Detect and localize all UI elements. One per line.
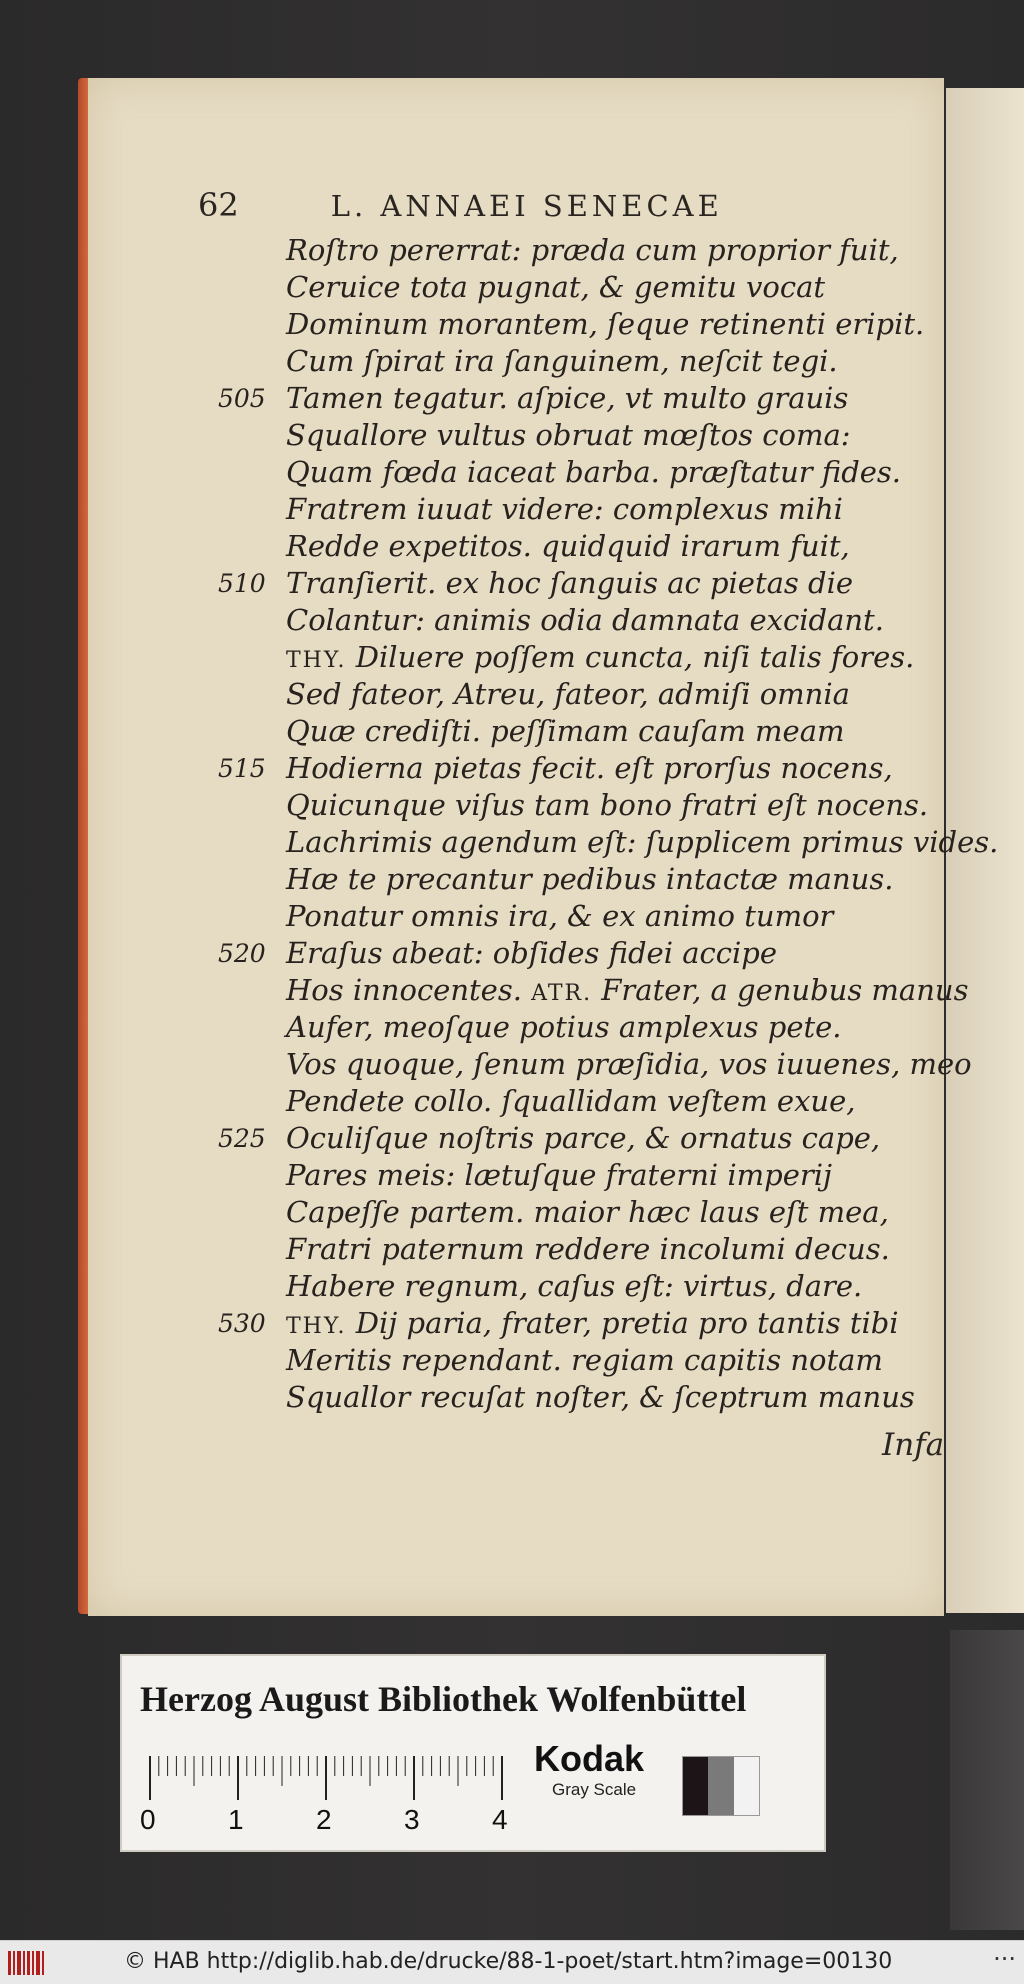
verse-text: Eraſus abeat: obſides fidei accipe (286, 936, 777, 970)
verse-text: Squallor recuſat noſter, & ſceptrum manus (286, 1380, 915, 1414)
verse-line (210, 639, 930, 676)
verse-line (210, 1083, 930, 1120)
line-text (286, 787, 928, 824)
verse-text: Roſtro pererrat: præda cum proprior fuit, (286, 233, 899, 267)
verse-lines (210, 232, 999, 1416)
verse-text: Quæ crediſti. peſſimam cauſam meam (286, 714, 845, 748)
ruler-scale (146, 1754, 536, 1800)
line-text (286, 824, 998, 861)
line-text (286, 935, 777, 972)
verse-text: Hæ te precantur pedibus intactæ manus. (286, 862, 894, 896)
verse-text: Dij paria, frater, pretia pro tantis tibi (346, 1306, 899, 1340)
verse-text: Habere regnum, caſus eſt: virtus, dare. (286, 1269, 863, 1303)
verse-text: Fratri paternum reddere incolumi decus. (286, 1232, 890, 1266)
gray-scale-label: Gray Scale (552, 1780, 637, 1799)
verse-line (210, 343, 930, 380)
line-text (286, 380, 848, 417)
more-menu-icon[interactable]: ··· (993, 1945, 1016, 1973)
verse-line (210, 232, 930, 269)
verse-text: Aufer, meoſque potius amplexus pete. (286, 1010, 842, 1044)
line-text (286, 676, 850, 713)
verse-text: Diluere poſſem cuncta, niſi talis fores. (346, 640, 915, 674)
verse-line (210, 565, 930, 602)
verse-text: Fratrem iuuat videre: complexus mihi (286, 492, 843, 526)
line-text (286, 1194, 889, 1231)
line-text (286, 1157, 832, 1194)
page-number: 62 (198, 186, 239, 224)
verse-line (210, 1342, 930, 1379)
verse-line (210, 972, 969, 1009)
line-text (286, 1268, 862, 1305)
verse-text: Sed fateor, Atreu, fateor, admiſi omnia (286, 677, 850, 711)
line-number: 530 (218, 1309, 266, 1338)
verse-line (210, 1231, 930, 1268)
ruler-number: 1 (228, 1804, 244, 1835)
verse-text: Pendete collo. ſquallidam veſtem exue, (286, 1084, 856, 1118)
verse-line (210, 306, 930, 343)
ruler-number: 3 (404, 1804, 420, 1835)
ruler-number: 2 (316, 1804, 332, 1835)
verse-text: Oculiſque noſtris parce, & ornatus cape, (286, 1121, 881, 1155)
line-text (286, 306, 924, 343)
gray-patches (682, 1756, 760, 1816)
line-text (286, 750, 893, 787)
line-text (286, 232, 899, 269)
line-text (286, 454, 901, 491)
verse-text: Meritis rependant. regiam capitis notam (286, 1343, 883, 1377)
catchword: Infa (882, 1427, 945, 1463)
verse-line (210, 1120, 930, 1157)
verse-line (210, 898, 930, 935)
speaker-label: THY. (286, 648, 347, 673)
verse-text: Squallore vultus obruat mœſtos coma: (286, 418, 851, 452)
verse-line (210, 491, 930, 528)
line-number: 520 (218, 939, 266, 968)
kodak-logo: Kodak (534, 1738, 645, 1779)
verse-text: Tamen tegatur. aſpice, vt multo grauis (286, 381, 849, 415)
line-text (286, 1009, 842, 1046)
line-number: 510 (218, 569, 266, 598)
line-text (286, 491, 843, 528)
verse-text: Dominum morantem, ſeque retinenti eripit. (286, 307, 925, 341)
line-number: 515 (218, 754, 266, 783)
verse-text: Ceruice tota pugnat, & gemitu vocat (286, 270, 826, 304)
line-text (286, 602, 884, 639)
line-text (286, 565, 853, 602)
running-head (198, 186, 758, 224)
line-text (286, 713, 845, 750)
verse-text: Pares meis: lætuſque fraterni imperij (286, 1158, 833, 1192)
verse-text: Capeſſe partem. maior hæc laus eſt mea, (286, 1195, 889, 1229)
verse-text: Quicunque viſus tam bono fratri eſt nocens. (286, 788, 929, 822)
speaker-label: ATR. (531, 981, 593, 1006)
line-text (286, 269, 825, 306)
verse-line (210, 676, 930, 713)
verse-text: Colantur: animis odia damnata excidant. (286, 603, 884, 637)
copyright-link[interactable]: © HAB http://diglib.hab.de/drucke/88-1-poet/start.htm?image=00130 (124, 1949, 893, 1974)
line-text (286, 898, 833, 935)
line-text (286, 528, 850, 565)
viewer-footer (0, 1940, 1024, 1984)
line-text (286, 1305, 899, 1345)
verse-text: Tranſierit. ex hoc ſanguis ac pietas die (286, 566, 854, 600)
line-text (286, 1120, 880, 1157)
verse-line (210, 1046, 972, 1083)
line-text (286, 1342, 883, 1379)
verse-line (210, 1268, 930, 1305)
line-text (286, 1231, 890, 1268)
ruler-number: 0 (140, 1804, 156, 1835)
line-text (286, 1379, 915, 1416)
line-text (286, 861, 893, 898)
line-number: 505 (218, 384, 266, 413)
verse-line (210, 1009, 930, 1046)
verse-text: Hos innocentes. (286, 973, 532, 1007)
line-text (286, 343, 838, 380)
verse-text: Frater, a genubus manus (592, 973, 969, 1007)
gray-patch (708, 1757, 733, 1815)
line-number: 525 (218, 1124, 266, 1153)
verse-text: Ponatur omnis ira, & ex animo tumor (286, 899, 834, 933)
speaker-label: THY. (286, 1314, 347, 1339)
verse-text: Vos quoque, ſenum præſidia, vos iuuenes, meo (286, 1047, 972, 1081)
verse-line (210, 1194, 930, 1231)
verse-line (210, 1157, 930, 1194)
verse-line (210, 824, 999, 861)
verse-line (210, 935, 930, 972)
verse-line (210, 417, 930, 454)
verse-text: Cum ſpirat ira ſanguinem, neſcit tegi. (286, 344, 838, 378)
line-text (286, 1046, 972, 1083)
verse-line (210, 528, 930, 565)
verse-line (210, 861, 930, 898)
line-text (286, 972, 968, 1012)
verse-text: Lachrimis agendum eſt: ſupplicem primus vides. (286, 825, 999, 859)
library-name: Herzog August Bibliothek Wolfenbüttel (140, 1679, 747, 1719)
line-text (286, 1083, 856, 1120)
verse-text: Redde expetitos. quidquid irarum fuit, (286, 529, 850, 563)
verse-text: Quam fœda iaceat barba. præſtatur fides. (286, 455, 902, 489)
verse-line (210, 787, 930, 824)
verse-line (210, 269, 930, 306)
verse-line (210, 454, 930, 491)
ruler-number: 4 (492, 1804, 508, 1835)
line-text (286, 639, 914, 679)
line-text (286, 417, 851, 454)
verse-line (210, 750, 930, 787)
verse-line (210, 380, 930, 417)
verse-line (210, 1379, 930, 1416)
running-head-title: L. ANNAEI SENECAE (330, 189, 723, 223)
verse-text: Hodierna pietas fecit. eſt prorſus nocens, (286, 751, 893, 785)
ruler-labels (140, 1804, 540, 1838)
barcode-icon (6, 1949, 46, 1977)
verse-line (210, 1305, 930, 1342)
gray-patch (683, 1757, 708, 1815)
verse-line (210, 602, 930, 639)
verse-line (210, 713, 930, 750)
color-calibration-card (120, 1654, 826, 1852)
facing-page-shadow (950, 1630, 1024, 1930)
gray-patch (734, 1757, 759, 1815)
